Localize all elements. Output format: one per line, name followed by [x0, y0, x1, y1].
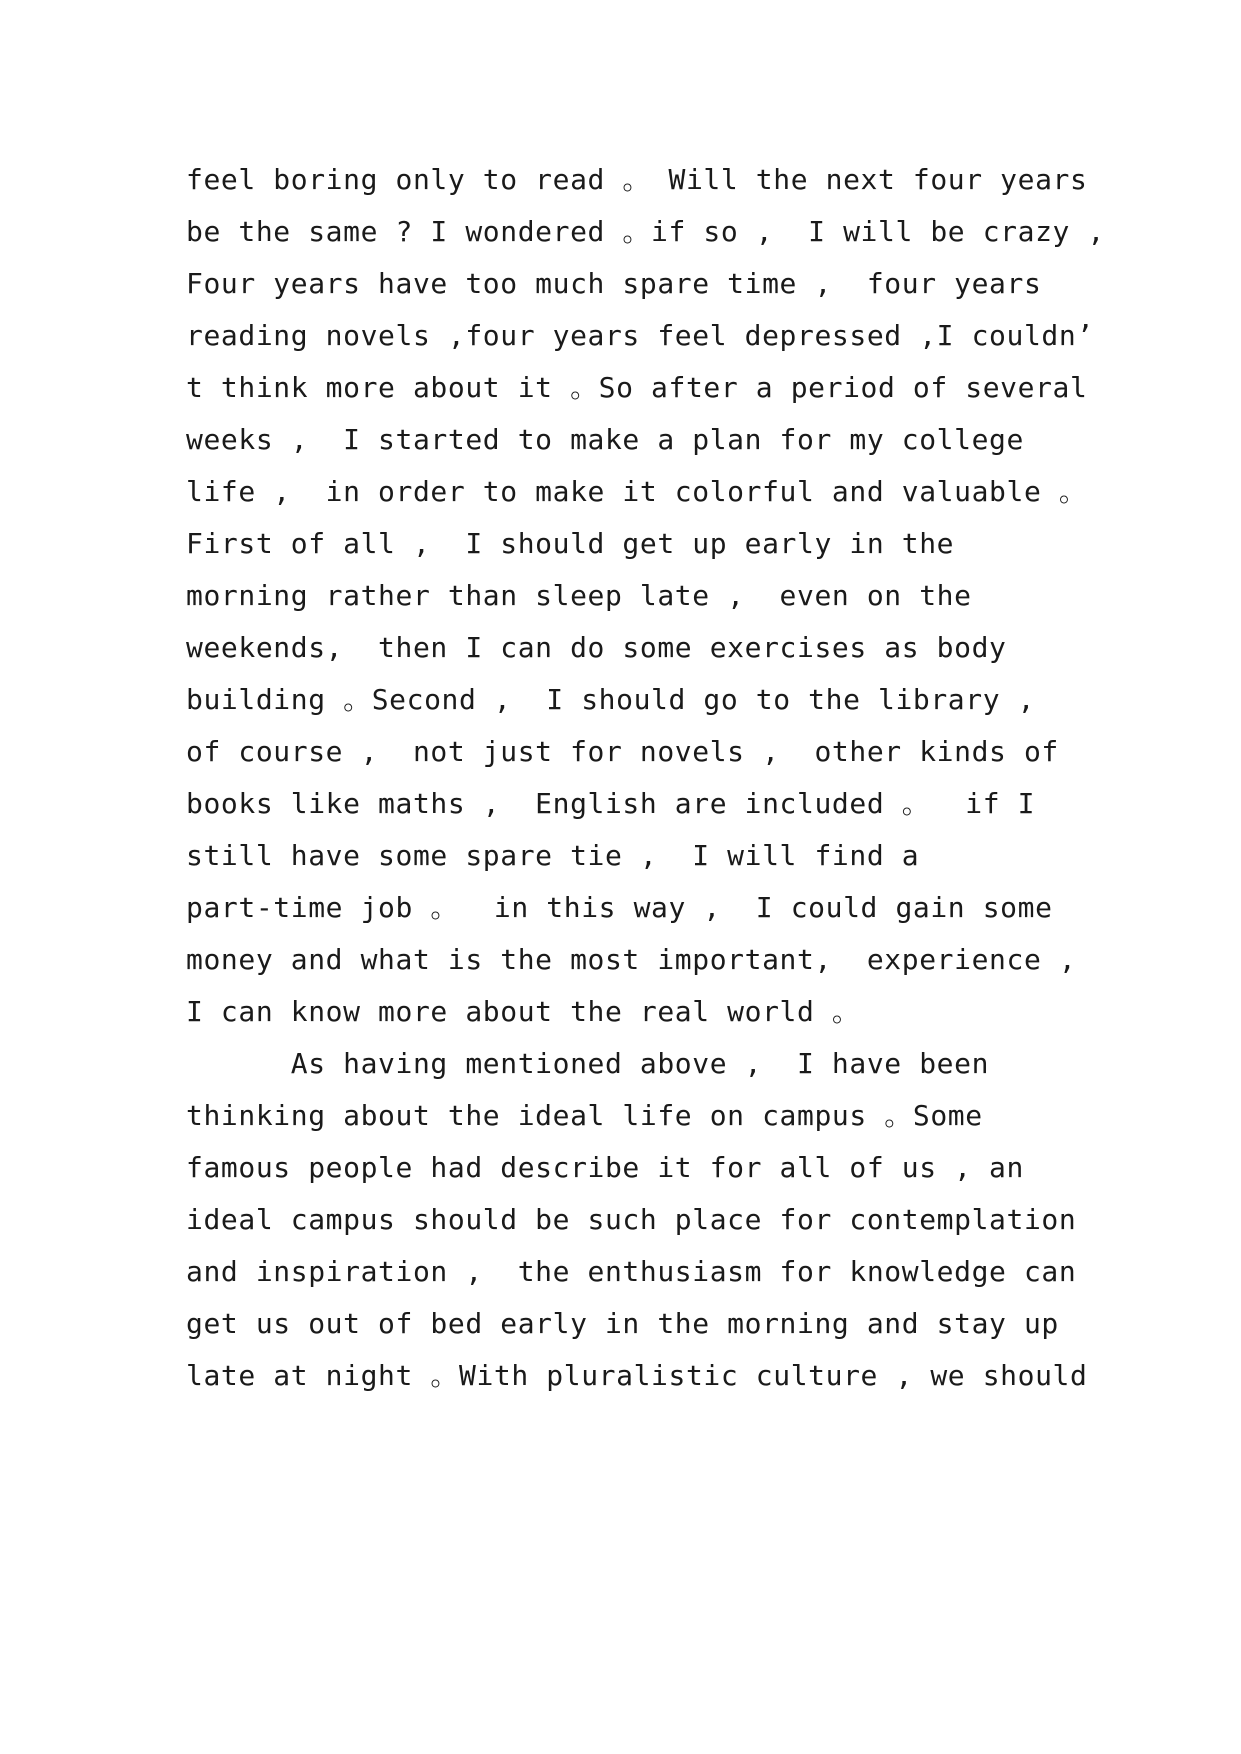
- text-line: and inspiration , the enthusiasm for knowledge can: [186, 1255, 1077, 1288]
- text-line: t think more about it 。So after a period of several: [186, 371, 1088, 404]
- text-line: late at night 。With pluralistic culture , we should: [186, 1359, 1088, 1392]
- text-line: ideal campus should be such place for contemplation: [186, 1203, 1077, 1236]
- text-line: be the same ? I wondered 。if so , I will be crazy ,: [186, 215, 1105, 248]
- text-line: building 。Second , I should go to the library ,: [186, 683, 1036, 716]
- text-line: famous people had describe it for all of us , an: [186, 1151, 1024, 1184]
- text-line: morning rather than sleep late , even on the: [186, 579, 972, 612]
- text-line: As having mentioned above , I have been: [186, 1047, 990, 1080]
- text-line: Four years have too much spare time , four years: [186, 267, 1042, 300]
- text-line: books like maths , English are included 。 if I: [186, 787, 1036, 820]
- text-line: reading novels ,four years feel depressed ,I couldn’: [186, 319, 1094, 352]
- text-line: of course , not just for novels , other kinds of: [186, 735, 1059, 768]
- text-line: life , in order to make it colorful and valuable 。: [186, 475, 1088, 508]
- text-line: feel boring only to read 。 Will the next four years: [186, 163, 1088, 196]
- text-line: still have some spare tie , I will find a: [186, 839, 920, 872]
- text-line: weeks , I started to make a plan for my college: [186, 423, 1024, 456]
- text-line: thinking about the ideal life on campus 。Some: [186, 1099, 983, 1132]
- text-line: part-time job 。 in this way , I could gain some: [186, 891, 1053, 924]
- text-line: First of all , I should get up early in the: [186, 527, 955, 560]
- text-line: money and what is the most important, experience ,: [186, 943, 1077, 976]
- text-line: I can know more about the real world 。: [186, 995, 861, 1028]
- text-line: get us out of bed early in the morning and stay up: [186, 1307, 1059, 1340]
- text-line: weekends, then I can do some exercises as body: [186, 631, 1007, 664]
